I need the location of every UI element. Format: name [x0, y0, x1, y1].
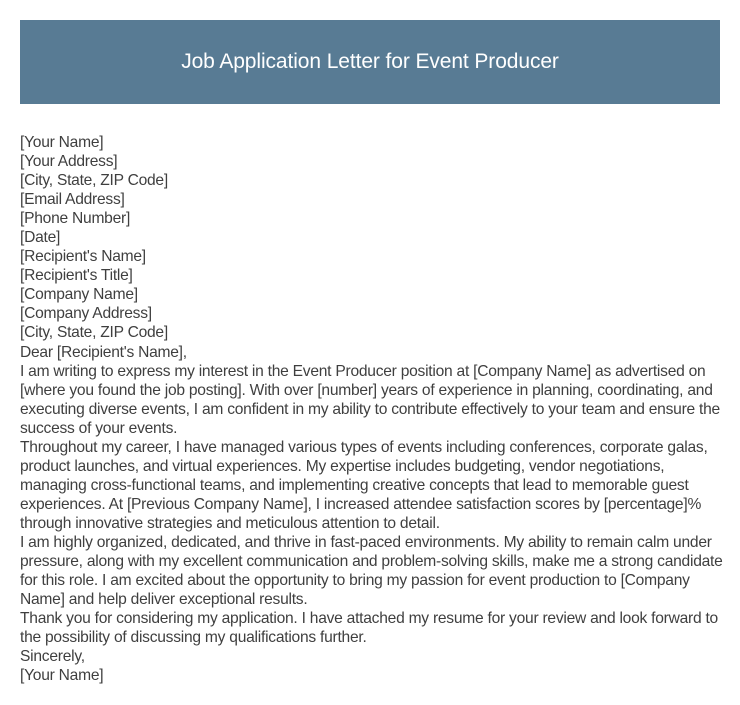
salutation: Dear [Recipient's Name], [20, 343, 187, 361]
recipient-name: [Recipient's Name] [20, 248, 146, 266]
recipient-company: [Company Name] [20, 286, 138, 304]
letter-date: [Date] [20, 229, 61, 247]
recipient-title: [Recipient's Title] [20, 267, 133, 285]
paragraph-experience: Throughout my career, I have managed various types of events including conferences, corporate galas, product launches, and virtual experiences. My expertise includes budgeting, vendor negotiations, managing cross-functional teams, and implementing creative concepts that lead to memorable guest experiences. At [Previous Company Name], I increased attendee satisfaction scores by [percentage]% through innovative strategies and meticulous attention to detail. [20, 438, 708, 532]
sender-name: [Your Name] [20, 134, 104, 151]
sender-address: [Your Address] [20, 153, 118, 171]
paragraph-thanks: Thank you for considering my application. I have attached my resume for your review and look forward to the possibility of discussing my qualifications further. [20, 610, 718, 647]
signature: [Your Name] [20, 667, 104, 685]
recipient-city-state-zip: [City, State, ZIP Code] [20, 324, 168, 342]
sender-phone: [Phone Number] [20, 210, 131, 228]
sender-email: [Email Address] [20, 191, 125, 209]
sender-city-state-zip: [City, State, ZIP Code] [20, 172, 168, 190]
letter-body [20, 133, 725, 685]
paragraph-qualities: I am highly organized, dedicated, and thrive in fast-paced environments. My ability to remain calm under pressure, along with my excellent communication and problem-solving skills, make me a strong candidate for this role. I am excited about the opportunity to bring my passion for event production to [Company Name] and help deliver exceptional results. [20, 533, 723, 609]
letter-header-banner [20, 20, 720, 104]
page-title: Job Application Letter for Event Producer [181, 50, 559, 73]
recipient-company-address: [Company Address] [20, 305, 152, 323]
paragraph-intro: I am writing to express my interest in the Event Producer position at [Company Name] as advertised on [where you found the job posting]. With over [number] years of experience in planning, coordinating, and executing diverse events, I am confident in my ability to contribute effectively to your team and ensure the success of your events. [20, 362, 720, 437]
closing: Sincerely, [20, 648, 85, 666]
